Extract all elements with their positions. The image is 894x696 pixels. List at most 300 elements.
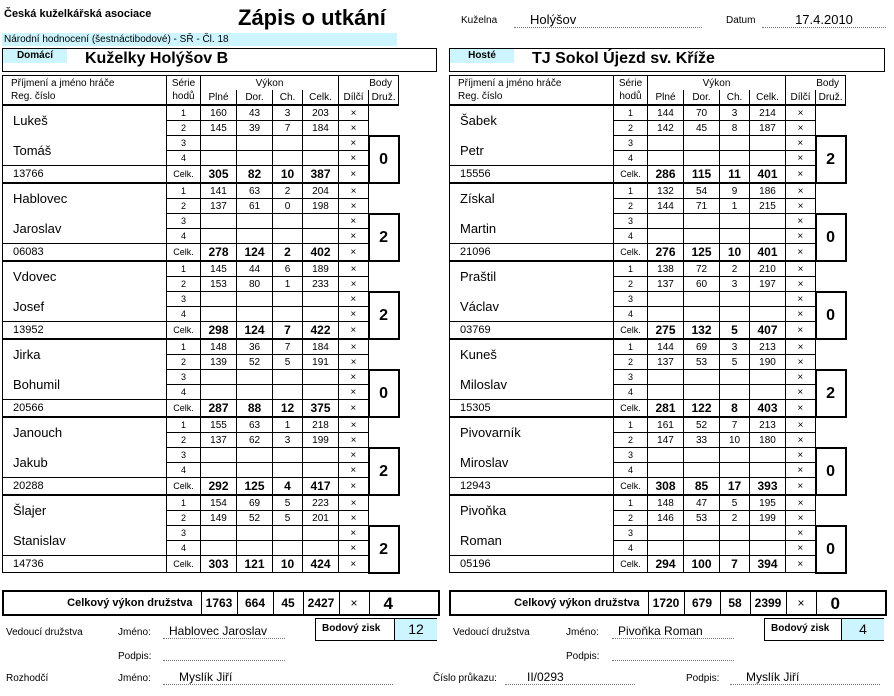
series-value [237, 463, 273, 478]
series-row [450, 105, 886, 121]
series-number: 1 [167, 495, 201, 511]
dilci-total-mark: × [786, 478, 816, 496]
player-total-label: Celk. [614, 244, 648, 262]
player-total-value: 303 [201, 556, 237, 573]
series-number: 3 [167, 370, 201, 385]
series-value: 7 [720, 417, 750, 433]
player-total-value: 294 [648, 556, 684, 573]
series-value [684, 448, 720, 463]
series-number: 4 [614, 463, 648, 478]
series-value [750, 541, 786, 556]
series-row [3, 136, 439, 151]
points-spacer [369, 261, 399, 292]
home-team-sheet [2, 75, 439, 574]
dilci-header: Dílčí [786, 90, 816, 105]
series-value: 3 [720, 277, 750, 292]
guest-bodovy-box [764, 618, 884, 641]
series-value: 61 [237, 199, 273, 214]
player-total-value: 2 [273, 244, 303, 262]
player-points: 2 [369, 292, 399, 340]
dilci-mark: × [786, 261, 816, 277]
team-total-value: 45 [273, 591, 303, 615]
player-total-label: Celk. [167, 556, 201, 573]
series-number: 1 [167, 261, 201, 277]
dilci-mark: × [786, 511, 816, 526]
series-number: 4 [167, 307, 201, 322]
series-value [684, 463, 720, 478]
player-reg-number: 15556 [450, 166, 614, 184]
player-total-value: 85 [684, 478, 720, 496]
dilci-mark: × [786, 199, 816, 214]
player-total-value: 275 [648, 322, 684, 340]
series-value: 10 [720, 433, 750, 448]
series-number: 3 [614, 370, 648, 385]
player-reg-number: 05196 [450, 556, 614, 573]
guest-side-label: Hosté [450, 49, 514, 63]
series-value [684, 541, 720, 556]
series-value [237, 541, 273, 556]
series-number: 2 [614, 433, 648, 448]
series-value [201, 214, 237, 229]
date-value: 17.4.2010 [762, 12, 886, 28]
series-value: 210 [750, 261, 786, 277]
series-value [303, 151, 339, 166]
reg-header-label: Reg. číslo [11, 91, 56, 102]
player-total-value: 17 [720, 478, 750, 496]
vykon-header: Výkon [648, 76, 786, 91]
series-value [273, 370, 303, 385]
dilci-mark: × [339, 307, 369, 322]
series-value [750, 214, 786, 229]
series-number: 3 [614, 448, 648, 463]
player-total-label: Celk. [614, 322, 648, 340]
series-value: 1 [273, 277, 303, 292]
series-value [273, 292, 303, 307]
series-value: 53 [684, 355, 720, 370]
team-total-value: 664 [237, 591, 273, 615]
series-value [648, 385, 684, 400]
dilci-mark: × [786, 370, 816, 385]
series-value [648, 292, 684, 307]
player-total-value: 278 [201, 244, 237, 262]
series-value [237, 370, 273, 385]
home-leader-jmeno-label: Jméno: [118, 627, 151, 638]
points-spacer [816, 339, 846, 370]
referee-card-number: II/0293 [505, 670, 635, 685]
dilci-mark: × [339, 261, 369, 277]
referee-signature: Myslík Jiří [730, 670, 880, 685]
series-row [3, 448, 439, 463]
series-row [450, 417, 886, 433]
druz-header: Druž. [816, 90, 846, 105]
series-value [201, 385, 237, 400]
series-number: 4 [614, 151, 648, 166]
player-header-label: Příjmení a jméno hráče [458, 78, 562, 89]
player-total-value: 298 [201, 322, 237, 340]
series-row [3, 292, 439, 307]
team-points: 4 [369, 591, 439, 615]
player-total-value: 375 [303, 400, 339, 418]
series-row [450, 495, 886, 511]
series-number: 3 [614, 292, 648, 307]
points-spacer [816, 183, 846, 214]
series-value: 190 [750, 355, 786, 370]
player-surname: Lukeš [3, 105, 167, 136]
series-value: 72 [684, 261, 720, 277]
player-surname: Jirka [3, 339, 167, 370]
team-total-value: 1720 [648, 591, 684, 615]
player-column-header [450, 76, 614, 106]
dilci-mark: × [786, 307, 816, 322]
series-number: 4 [614, 229, 648, 244]
series-value: 6 [273, 261, 303, 277]
series-number: 4 [167, 463, 201, 478]
series-value: 5 [273, 495, 303, 511]
player-total-value: 417 [303, 478, 339, 496]
series-value: 137 [201, 199, 237, 214]
team-total-value: 2399 [750, 591, 786, 615]
player-reg-number: 15305 [450, 400, 614, 418]
series-value: 144 [648, 199, 684, 214]
series-value [750, 370, 786, 385]
series-value [750, 448, 786, 463]
dilci-mark: × [786, 136, 816, 151]
series-value [720, 463, 750, 478]
series-row [3, 417, 439, 433]
series-value: 137 [201, 433, 237, 448]
series-value: 137 [648, 355, 684, 370]
series-value [720, 370, 750, 385]
venue-value: Holýšov [514, 12, 702, 28]
series-value: 53 [684, 511, 720, 526]
player-total-value: 124 [237, 322, 273, 340]
player-table [449, 75, 886, 574]
home-bodovy-box [315, 618, 437, 641]
series-value [648, 229, 684, 244]
series-number: 2 [614, 199, 648, 214]
dilci-mark: × [786, 355, 816, 370]
player-total-value: 7 [273, 322, 303, 340]
series-number: 1 [614, 183, 648, 199]
series-number: 3 [167, 214, 201, 229]
series-value [237, 292, 273, 307]
series-number: 3 [167, 292, 201, 307]
player-total-label: Celk. [614, 166, 648, 184]
player-points: 2 [369, 214, 399, 262]
player-surname: Praštil [450, 261, 614, 292]
points-spacer [369, 183, 399, 214]
series-value: 199 [303, 433, 339, 448]
dilci-mark: × [339, 151, 369, 166]
player-firstname: Roman [450, 526, 614, 556]
player-points: 2 [369, 526, 399, 573]
dilci-mark: × [339, 105, 369, 121]
player-reg-number: 21096 [450, 244, 614, 262]
player-total-value: 10 [273, 556, 303, 573]
series-value: 161 [648, 417, 684, 433]
home-bodovy-label: Bodový zisk [322, 623, 381, 634]
player-table [2, 75, 439, 574]
dilci-mark: × [339, 370, 369, 385]
series-value [273, 448, 303, 463]
player-reg-number: 14736 [3, 556, 167, 573]
home-team-name: Kuželky Holýšov B [85, 50, 229, 67]
referee-card-label: Číslo průkazu: [433, 673, 497, 684]
player-total-value: 10 [720, 244, 750, 262]
player-points: 0 [816, 292, 846, 340]
series-value: 187 [750, 121, 786, 136]
dilci-mark: × [786, 463, 816, 478]
series-number: 1 [614, 417, 648, 433]
player-total-label: Celk. [167, 322, 201, 340]
points-spacer [816, 105, 846, 136]
player-total-value: 125 [684, 244, 720, 262]
vykon-header: Výkon [201, 76, 339, 91]
series-value: 5 [273, 511, 303, 526]
series-number: 3 [167, 526, 201, 541]
series-value [273, 151, 303, 166]
page-title: Zápis o utkání [238, 5, 386, 30]
series-value [684, 370, 720, 385]
series-value: 7 [273, 121, 303, 136]
guest-team-name: TJ Sokol Újezd sv. Kříže [532, 50, 715, 67]
series-row [3, 526, 439, 541]
series-value: 201 [303, 511, 339, 526]
series-row [450, 261, 886, 277]
points-spacer [369, 417, 399, 448]
player-firstname: Martin [450, 214, 614, 244]
team-total-mark: × [339, 591, 369, 615]
home-bodovy-value: 12 [394, 619, 437, 640]
home-leader-name: Hablovec Jaroslav [163, 624, 285, 639]
player-total-value: 287 [201, 400, 237, 418]
dilci-mark: × [786, 526, 816, 541]
player-total-value: 124 [237, 244, 273, 262]
player-total-value: 100 [684, 556, 720, 573]
series-value: 145 [201, 121, 237, 136]
player-surname: Vdovec [3, 261, 167, 292]
dilci-total-mark: × [786, 322, 816, 340]
dilci-total-mark: × [339, 322, 369, 340]
series-row [3, 261, 439, 277]
series-value [303, 136, 339, 151]
series-value [201, 307, 237, 322]
series-number: 2 [167, 199, 201, 214]
player-total-label: Celk. [167, 478, 201, 496]
series-value [237, 448, 273, 463]
series-value [237, 526, 273, 541]
series-value: 147 [648, 433, 684, 448]
series-value [273, 136, 303, 151]
player-total-value: 121 [237, 556, 273, 573]
series-number: 2 [614, 355, 648, 370]
series-row [3, 495, 439, 511]
player-firstname: Petr [450, 136, 614, 166]
series-number: 2 [167, 355, 201, 370]
series-value: 3 [720, 105, 750, 121]
series-value [273, 214, 303, 229]
series-value [750, 151, 786, 166]
player-firstname: Miloslav [450, 370, 614, 400]
guest-leader-jmeno-label: Jméno: [566, 627, 599, 638]
dilci-mark: × [339, 183, 369, 199]
series-value: 180 [750, 433, 786, 448]
player-total-value: 11 [720, 166, 750, 184]
player-total-label: Celk. [167, 244, 201, 262]
series-value [237, 151, 273, 166]
series-value: 52 [237, 511, 273, 526]
home-team-total [2, 590, 440, 616]
player-firstname: Václav [450, 292, 614, 322]
team-total-row [3, 591, 439, 615]
series-value [720, 151, 750, 166]
dilci-header: Dílčí [339, 90, 369, 105]
series-number: 4 [167, 385, 201, 400]
series-value: 62 [237, 433, 273, 448]
player-total-value: 401 [750, 244, 786, 262]
series-value: 155 [201, 417, 237, 433]
series-value [750, 385, 786, 400]
series-number: 4 [614, 385, 648, 400]
series-value [648, 541, 684, 556]
series-value [273, 385, 303, 400]
series-value [648, 214, 684, 229]
series-value [684, 385, 720, 400]
series-value: 5 [720, 495, 750, 511]
series-value [648, 136, 684, 151]
series-value [303, 229, 339, 244]
series-value [720, 541, 750, 556]
series-value: 3 [273, 433, 303, 448]
player-points: 2 [816, 136, 846, 184]
celk-header: Celk. [303, 90, 339, 105]
player-total-value: 88 [237, 400, 273, 418]
player-points: 0 [816, 526, 846, 573]
series-value [720, 307, 750, 322]
series-value [303, 307, 339, 322]
dilci-mark: × [339, 355, 369, 370]
dilci-mark: × [786, 277, 816, 292]
series-value [201, 292, 237, 307]
series-number: 3 [614, 526, 648, 541]
series-row [450, 370, 886, 385]
series-value: 1 [273, 417, 303, 433]
player-points: 0 [816, 448, 846, 496]
dilci-mark: × [339, 385, 369, 400]
series-value [303, 463, 339, 478]
player-firstname: Tomáš [3, 136, 167, 166]
series-value: 52 [237, 355, 273, 370]
series-value: 45 [684, 121, 720, 136]
player-firstname: Jakub [3, 448, 167, 478]
team-total-value: 1763 [201, 591, 237, 615]
dilci-mark: × [786, 433, 816, 448]
player-points: 0 [816, 214, 846, 262]
series-value [684, 292, 720, 307]
plne-header: Plné [201, 90, 237, 105]
series-row [3, 183, 439, 199]
series-value [201, 370, 237, 385]
player-total-value: 276 [648, 244, 684, 262]
dilci-total-mark: × [339, 400, 369, 418]
series-value: 63 [237, 417, 273, 433]
series-value [201, 448, 237, 463]
player-firstname: Jaroslav [3, 214, 167, 244]
hodu-header-label: hodů [619, 91, 642, 102]
reg-header-label: Reg. číslo [458, 91, 503, 102]
series-value [201, 541, 237, 556]
player-total-value: 132 [684, 322, 720, 340]
player-total-value: 401 [750, 166, 786, 184]
player-surname: Kuneš [450, 339, 614, 370]
dilci-total-mark: × [339, 244, 369, 262]
player-total-value: 281 [648, 400, 684, 418]
points-spacer [369, 495, 399, 526]
series-value: 52 [684, 417, 720, 433]
series-value [201, 229, 237, 244]
series-value: 144 [648, 105, 684, 121]
serie-header-label: Série [171, 78, 196, 89]
series-value: 154 [201, 495, 237, 511]
player-reg-number: 03769 [450, 322, 614, 340]
series-value [648, 151, 684, 166]
player-total-value: 393 [750, 478, 786, 496]
series-value: 146 [648, 511, 684, 526]
series-value [303, 214, 339, 229]
series-number: 1 [167, 183, 201, 199]
series-number: 2 [167, 433, 201, 448]
series-value: 138 [648, 261, 684, 277]
series-value: 60 [684, 277, 720, 292]
player-points: 0 [369, 136, 399, 184]
dilci-mark: × [339, 339, 369, 355]
series-value: 139 [201, 355, 237, 370]
series-row [450, 448, 886, 463]
series-value: 54 [684, 183, 720, 199]
dilci-mark: × [339, 292, 369, 307]
guest-leader-label: Vedoucí družstva [453, 627, 530, 638]
serie-header-label: Série [618, 78, 643, 89]
player-surname: Pivovarník [450, 417, 614, 448]
series-value [648, 526, 684, 541]
dilci-mark: × [339, 229, 369, 244]
series-value [303, 292, 339, 307]
dilci-mark: × [786, 121, 816, 136]
celk-header: Celk. [750, 90, 786, 105]
series-number: 1 [614, 339, 648, 355]
player-surname: Šlajer [3, 495, 167, 526]
player-total-value: 10 [273, 166, 303, 184]
series-number: 2 [614, 277, 648, 292]
series-value: 184 [303, 121, 339, 136]
association-name: Česká kuželkářská asociace [4, 8, 152, 20]
series-number: 4 [614, 307, 648, 322]
team-total-row [450, 591, 886, 615]
player-total-value: 12 [273, 400, 303, 418]
series-value [201, 136, 237, 151]
player-total-value: 8 [720, 400, 750, 418]
series-value: 189 [303, 261, 339, 277]
player-surname: Pivoňka [450, 495, 614, 526]
dilci-mark: × [786, 229, 816, 244]
series-value: 137 [648, 277, 684, 292]
dilci-mark: × [339, 136, 369, 151]
series-number: 2 [614, 511, 648, 526]
guest-bodovy-label: Bodový zisk [771, 623, 830, 634]
dor-header: Dor. [684, 90, 720, 105]
series-value [684, 526, 720, 541]
series-value [684, 136, 720, 151]
